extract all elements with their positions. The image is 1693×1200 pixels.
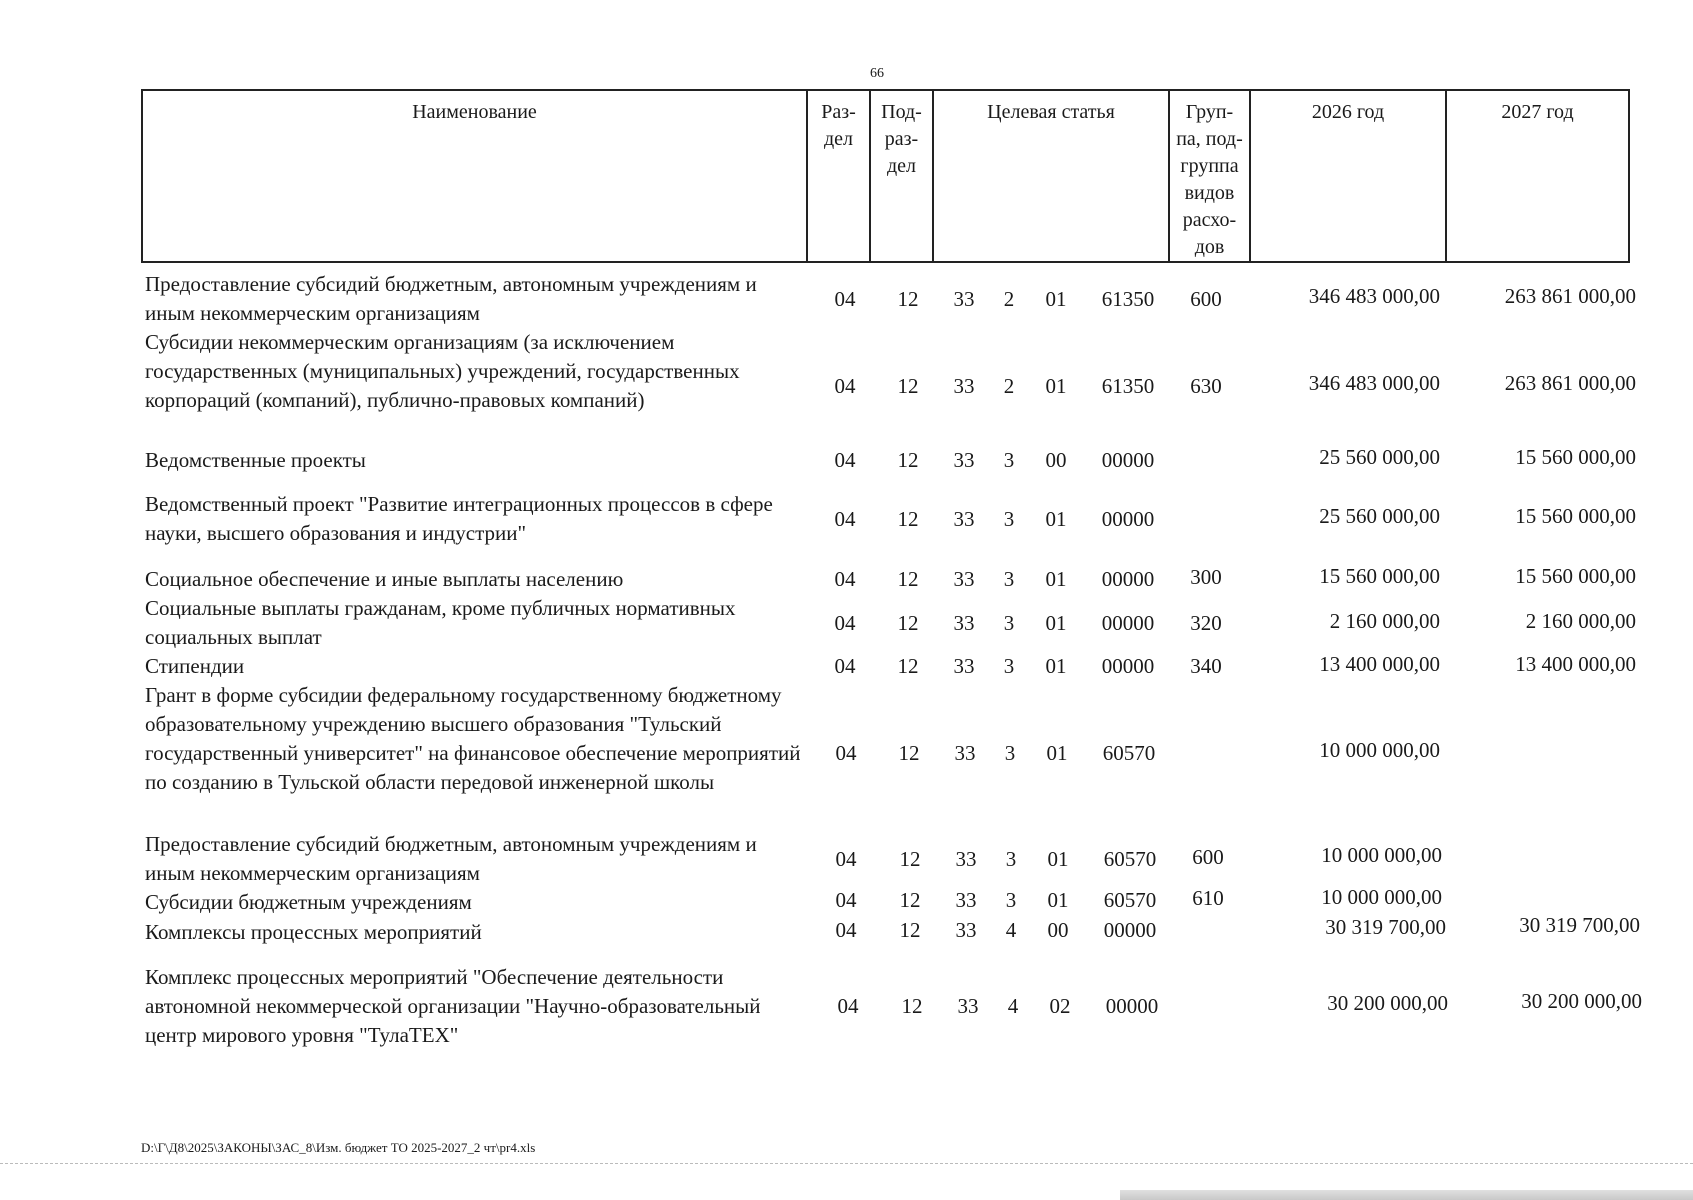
cell-amount-2026: 346 483 000,00 (1308, 284, 1440, 308)
cell-cs-element: 01 (1045, 654, 1067, 678)
cell-cs-element: 02 (1049, 994, 1071, 1018)
cell-amount-2026: 10 000 000,00 (1321, 885, 1442, 909)
cell-razdel: 04 (835, 888, 857, 912)
cell-cs-program: 33 (954, 741, 976, 765)
cell-razdel: 04 (834, 611, 856, 635)
cell-cs-direction: 00000 (1101, 567, 1155, 591)
page-number: 66 (870, 66, 884, 81)
cell-cs-direction: 61350 (1101, 374, 1155, 398)
cell-amount-2027: 263 861 000,00 (1504, 371, 1636, 395)
cell-razdel: 04 (834, 374, 856, 398)
cell-amount-2026: 346 483 000,00 (1308, 371, 1440, 395)
cell-cs-element: 01 (1045, 611, 1067, 635)
cell-cs-program: 33 (955, 918, 977, 942)
cell-cs-element: 01 (1045, 567, 1067, 591)
cell-amount-2027: 15 560 000,00 (1515, 504, 1636, 528)
cell-podrazdel: 12 (898, 741, 920, 765)
cell-vid-raskhodov: 300 (1190, 565, 1222, 589)
cell-razdel: 04 (837, 994, 859, 1018)
cell-cs-type: 3 (1003, 567, 1015, 591)
cell-amount-2027: 15 560 000,00 (1515, 445, 1636, 469)
cell-cs-program: 33 (953, 654, 975, 678)
cell-vid-raskhodov: 610 (1192, 886, 1224, 910)
cell-razdel: 04 (835, 847, 857, 871)
cell-vid-raskhodov: 340 (1190, 654, 1222, 678)
cell-podrazdel: 12 (899, 847, 921, 871)
scan-edge-shadow (1120, 1190, 1693, 1200)
cell-razdel: 04 (835, 741, 857, 765)
cell-cs-element: 01 (1045, 374, 1067, 398)
cell-cs-program: 33 (955, 847, 977, 871)
cell-podrazdel: 12 (897, 448, 919, 472)
row-name: Комплексы процессных мероприятий (145, 920, 482, 944)
cell-amount-2027: 30 319 700,00 (1519, 913, 1640, 937)
cell-cs-direction: 00000 (1101, 654, 1155, 678)
cell-cs-program: 33 (953, 567, 975, 591)
cell-razdel: 04 (835, 918, 857, 942)
cell-amount-2026: 10 000 000,00 (1321, 843, 1442, 867)
cell-cs-type: 3 (1004, 741, 1016, 765)
cell-podrazdel: 12 (899, 918, 921, 942)
scan-edge-line (0, 1163, 1693, 1165)
header-2027: 2027 год (1501, 101, 1574, 123)
cell-cs-direction: 00000 (1101, 507, 1155, 531)
cell-razdel: 04 (834, 507, 856, 531)
cell-podrazdel: 12 (899, 888, 921, 912)
cell-cs-type: 4 (1007, 994, 1019, 1018)
header-podrazdel: Под- раз- дел (871, 91, 934, 261)
row-name: Субсидии некоммерческим организациям (за исключением государственных (муниципальных) учреждений, государственных корпораций (компаний), публично-правовых компаний) (145, 330, 740, 412)
cell-amount-2026: 2 160 000,00 (1329, 609, 1440, 633)
cell-razdel: 04 (834, 654, 856, 678)
cell-razdel: 04 (834, 567, 856, 591)
cell-cs-direction: 00000 (1103, 918, 1157, 942)
cell-amount-2026: 13 400 000,00 (1319, 652, 1440, 676)
cell-vid-raskhodov: 320 (1190, 611, 1222, 635)
header-celevaya-statya: Целевая статья (934, 91, 1170, 261)
row-name: Социальные выплаты гражданам, кроме публичных нормативных социальных выплат (145, 596, 736, 649)
cell-cs-program: 33 (953, 507, 975, 531)
cell-amount-2027: 2 160 000,00 (1525, 609, 1636, 633)
row-name: Ведомственные проекты (145, 448, 366, 472)
cell-cs-type: 2 (1003, 374, 1015, 398)
cell-cs-direction: 61350 (1101, 287, 1155, 311)
row-name: Субсидии бюджетным учреждениям (145, 890, 472, 914)
row-name: Стипендии (145, 654, 245, 678)
header-razdel: Раз- дел (808, 91, 871, 261)
cell-amount-2026: 15 560 000,00 (1319, 564, 1440, 588)
file-path-footer: D:\Г\Д8\2025\ЗАКОНЫ\ЗАС_8\Изм. бюджет ТО 2025-2027_2 чт\pr4.xls (141, 1140, 536, 1155)
cell-cs-type: 4 (1005, 918, 1017, 942)
cell-podrazdel: 12 (897, 374, 919, 398)
cell-podrazdel: 12 (897, 567, 919, 591)
cell-amount-2026: 30 200 000,00 (1327, 991, 1448, 1015)
cell-cs-element: 01 (1047, 847, 1069, 871)
cell-cs-program: 33 (957, 994, 979, 1018)
cell-podrazdel: 12 (897, 287, 919, 311)
cell-amount-2026: 10 000 000,00 (1319, 738, 1440, 762)
cell-cs-element: 01 (1046, 741, 1068, 765)
cell-cs-type: 3 (1003, 448, 1015, 472)
cell-cs-program: 33 (953, 287, 975, 311)
cell-cs-program: 33 (953, 448, 975, 472)
cell-podrazdel: 12 (901, 994, 923, 1018)
cell-cs-element: 01 (1045, 287, 1067, 311)
cell-cs-type: 3 (1003, 611, 1015, 635)
header-gruppa-vidov-raskhodov: Груп- па, под- группа видов расхо- дов (1170, 91, 1251, 261)
cell-vid-raskhodov: 600 (1190, 287, 1222, 311)
header-2026: 2026 год (1251, 91, 1447, 261)
row-name: Предоставление субсидий бюджетным, автономным учреждениям и иным некоммерческим организациям (145, 272, 757, 325)
cell-podrazdel: 12 (897, 611, 919, 635)
row-name: Комплекс процессных мероприятий "Обеспечение деятельности автономной некоммерческой организации "Научно-образовательный центр мирового уровня "ТулаТЕХ" (145, 965, 761, 1047)
cell-amount-2027: 30 200 000,00 (1521, 989, 1642, 1013)
header-name: Наименование (143, 91, 808, 261)
row-name: Ведомственный проект "Развитие интеграционных процессов в сфере науки, высшего образования и индустрии" (145, 492, 773, 545)
cell-cs-type: 3 (1003, 507, 1015, 531)
row-name: Грант в форме субсидии федеральному государственному бюджетному образовательному учреждению высшего образования "Тульский государственный университет" на финансовое обеспечение мероприятий по созданию в Тульской области передовой инженерной школы (145, 683, 801, 794)
cell-cs-direction: 00000 (1101, 611, 1155, 635)
cell-amount-2026: 25 560 000,00 (1319, 504, 1440, 528)
cell-cs-type: 3 (1005, 888, 1017, 912)
cell-cs-element: 00 (1047, 918, 1069, 942)
row-name: Социальное обеспечение и иные выплаты населению (145, 567, 624, 591)
cell-cs-element: 01 (1045, 507, 1067, 531)
cell-cs-element: 01 (1047, 888, 1069, 912)
cell-vid-raskhodov: 630 (1190, 374, 1222, 398)
cell-razdel: 04 (834, 448, 856, 472)
cell-cs-direction: 00000 (1101, 448, 1155, 472)
cell-amount-2027: 15 560 000,00 (1515, 564, 1636, 588)
cell-cs-program: 33 (955, 888, 977, 912)
cell-amount-2026: 30 319 700,00 (1325, 915, 1446, 939)
cell-cs-type: 3 (1005, 847, 1017, 871)
cell-cs-direction: 60570 (1102, 741, 1156, 765)
cell-amount-2027: 13 400 000,00 (1515, 652, 1636, 676)
cell-podrazdel: 12 (897, 654, 919, 678)
row-name: Предоставление субсидий бюджетным, автономным учреждениям и иным некоммерческим организациям (145, 832, 757, 885)
cell-amount-2027: 263 861 000,00 (1504, 284, 1636, 308)
cell-razdel: 04 (834, 287, 856, 311)
cell-cs-type: 2 (1003, 287, 1015, 311)
cell-vid-raskhodov: 600 (1192, 845, 1224, 869)
cell-cs-program: 33 (953, 374, 975, 398)
cell-cs-program: 33 (953, 611, 975, 635)
cell-cs-type: 3 (1003, 654, 1015, 678)
cell-podrazdel: 12 (897, 507, 919, 531)
cell-amount-2026: 25 560 000,00 (1319, 445, 1440, 469)
cell-cs-direction: 60570 (1103, 888, 1157, 912)
cell-cs-direction: 60570 (1103, 847, 1157, 871)
cell-cs-element: 00 (1045, 448, 1067, 472)
cell-cs-direction: 00000 (1105, 994, 1159, 1018)
